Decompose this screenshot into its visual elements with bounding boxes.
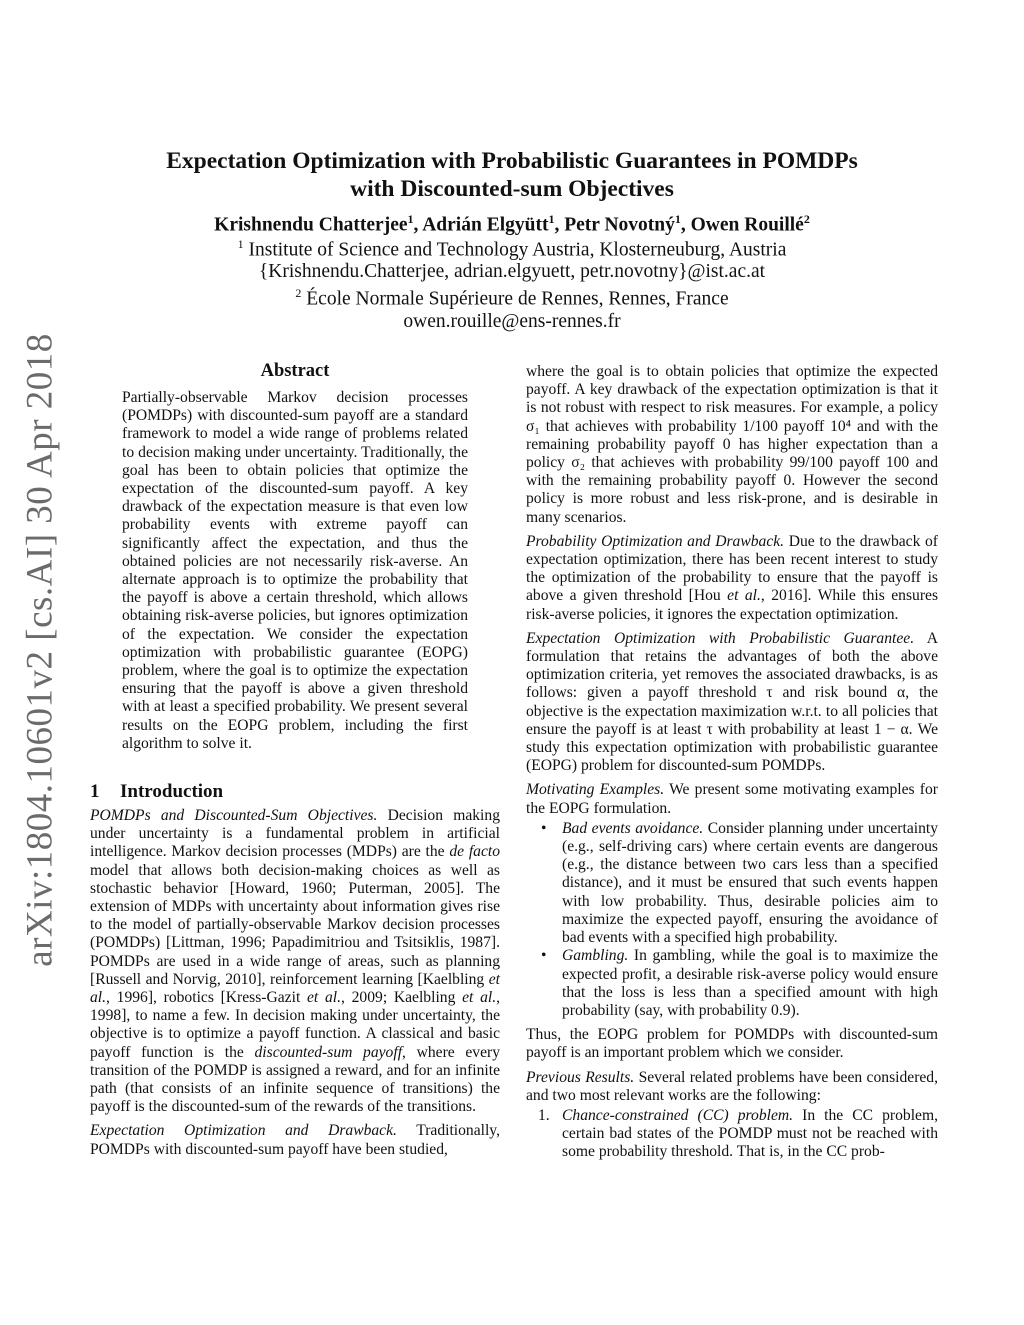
author-list: [60, 212, 964, 237]
arxiv-identifier: [14, 333, 66, 967]
examples-bullet-list: [526, 820, 938, 1020]
author-affil-mark: 1: [407, 212, 414, 226]
paragraph-summary: Thus, the EOPG problem for POMDPs with discounted-sum payoff is an important problem which we consider.: [526, 1026, 938, 1062]
paragraph-motivating-examples: [526, 781, 938, 817]
paragraph-text: Several related problems have been considered, and two most relevant works are the following:: [526, 1068, 938, 1104]
previous-results-list: [526, 1107, 938, 1162]
paper-title-line-1: Expectation Optimization with Probabilistic Guarantees in POMDPs: [166, 148, 858, 174]
paragraph-text: Due to the drawback of expectation optimization, there has been recent interest to study the optimization of the probability to ensure that the payoff is above a given threshold [Hou: [526, 532, 939, 605]
affiliation-1-email: {Krishnendu.Chatterjee, adrian.elgyuett, petr.novotny}@ist.ac.at: [258, 261, 766, 282]
abstract-text: Partially-observable Markov decision processes (POMDPs) with discounted-sum payoff are a standard framework to model a wide range of problems related to decision making under uncertainty. Traditionally, the goal has been to obtain policies that optimize the expectation of the discounted-sum payoff. A key drawback of the expectation measure is that even low probability events with extreme payoff can significantly affect the expectation, and thus the obtained policies are not necessarily risk-averse. An alternate approach is to optimize the probability that the payoff is above a certain threshold, which allows obtaining risk-averse policies, but ignores optimization of the expectation. We consider the expectation optimization with probabilistic guarantee (EOPG) problem, where the goal is to optimize the expectation ensuring that the payoff is above a given threshold with at least a specified probability. We present several results on the EOPG problem, including the first algorithm to solve it.: [122, 389, 468, 752]
paragraph-lead: Motivating Examples.: [526, 781, 665, 799]
author-affil-mark: 1: [674, 212, 681, 226]
paragraph-lead: Previous Results.: [526, 1068, 635, 1086]
author-separator: ,: [680, 214, 691, 236]
author-name: Owen Rouillé: [690, 214, 804, 236]
paragraph-text: A formulation that retains the advantages of both the above optimization criteria, yet removes the associated drawbacks, is as follows: given a payoff threshold τ and risk bound α, the objective is the expectation maximization w.r.t. to all policies that ensure the payoff is at least τ with probability at least 1 − α. We study this expectation optimization with probabilistic guarantee (EOPG) problem for discounted-sum POMDPs.: [526, 629, 938, 775]
affiliation-text: École Normale Supérieure de Rennes, Rennes, France: [306, 288, 729, 310]
paper-title: [60, 147, 964, 203]
affiliation-mark: 1: [237, 237, 244, 251]
list-item-lead: Gambling.: [562, 947, 629, 965]
list-item: [526, 820, 938, 947]
paragraph-lead: Expectation Optimization with Probabilistic Guarantee.: [526, 629, 915, 647]
list-item-text: In the CC problem, certain bad states of the POMDP must not be reached with some probability threshold. That is, in the CC prob-: [562, 1106, 938, 1161]
affiliation-2: [60, 286, 964, 311]
paragraph-expectation-drawback: [90, 1122, 500, 1158]
section-number: 1: [90, 781, 100, 802]
paragraph-text: We present some motivating examples for the EOPG formulation.: [526, 781, 938, 817]
abstract-heading: Abstract: [260, 361, 330, 381]
paragraph-lead: Expectation Optimization and Drawback.: [90, 1122, 397, 1140]
author-separator: ,: [413, 214, 423, 236]
paragraph-lead: POMDPs and Discounted-Sum Objectives.: [90, 807, 378, 824]
emphasis-text: discounted-sum payoff: [254, 1043, 403, 1061]
paragraph-eopg: [526, 630, 938, 776]
paragraph-text: , 2009; Kaelbling: [341, 989, 463, 1007]
paragraph-previous-results: [526, 1069, 938, 1105]
citation-etal: et al.: [307, 989, 342, 1007]
author-name: Petr Novotný: [564, 214, 675, 236]
citation-etal: et al.: [462, 989, 497, 1007]
section-title: Introduction: [120, 781, 224, 802]
introduction-left-column: [90, 807, 500, 1165]
list-item: [526, 947, 938, 1020]
paper-title-line-2: with Discounted-sum Objectives: [350, 176, 674, 202]
right-column: [526, 363, 938, 1162]
author-name: Krishnendu Chatterjee: [214, 214, 408, 236]
author-affil-mark: 2: [803, 212, 810, 226]
list-item: [526, 1107, 938, 1162]
author-name: Adrián Elgyütt: [422, 214, 549, 236]
affiliation-2-email: owen.rouille@ens-rennes.fr: [403, 311, 621, 332]
affiliation-1: [60, 237, 964, 262]
paragraph-text: , where every transition of the POMDP is assigned a reward, and for an infinite path (that consists of an infinite sequence of transitions) the payoff is the discounted-sum of the rewards of the transitions.: [90, 1043, 500, 1116]
emphasis-text: de facto: [449, 843, 501, 861]
author-affil-mark: 1: [548, 212, 555, 226]
paragraph-continued: where the goal is to obtain policies that optimize the expected payoff. A key drawback of the expectation optimization is that it is not robust with respect to risk measures. For example, a policy σ₁ that achieves with probability 1/100 payoff 10⁴ and with the remaining probability payoff 0 has higher expectation than a policy σ₂ that achieves with probability 99/100 payoff 100 and with the remaining probability payoff 0. However the second policy is more robust and less risk-prone, and is desirable in many scenarios.: [526, 363, 938, 526]
author-separator: ,: [554, 214, 565, 236]
list-item-text: In gambling, while the goal is to maximize the expected profit, a desirable risk-averse policy would ensure that the loss is less than a specified amount with high probability (say, with probability 0.9).: [562, 947, 938, 1019]
list-item-number: 1.: [538, 1106, 550, 1124]
paragraph-text: , 2016]. While this ensures risk-averse policies, it ignores the expectation optimization.: [526, 587, 939, 623]
paragraph-text: , 1996], robotics [Kress-Gazit: [106, 989, 307, 1007]
list-item-lead: Chance-constrained (CC) problem.: [562, 1106, 794, 1124]
paragraph-text: , 1998], to name a few. In decision making under uncertainty, the objective is to optimize a payoff function. A classical and basic payoff function is the: [90, 989, 501, 1061]
paragraph-pomdps: [90, 807, 500, 1116]
citation-etal: et al.: [90, 970, 500, 1007]
paragraph-lead: Probability Optimization and Drawback.: [526, 532, 785, 550]
list-item-lead: Bad events avoidance.: [562, 819, 704, 837]
citation-etal: et al.: [727, 587, 761, 605]
paragraph-text: model that allows both decision-making choices as well as stochastic behavior [Howard, 1960; Puterman, 2005]. The extension of MDPs with uncertainty about information gives rise to the model of partially-observable Markov decision processes (POMDPs) [Littman, 1996; Papadimitriou and Tsitsiklis, 1987]. POMDPs are used in a wide range of areas, such as planning [Russell and Norvig, 2010], reinforcement learning [Kaelbling: [90, 861, 500, 988]
paragraph-probability-optimization: [526, 533, 938, 624]
section-heading-introduction: [90, 781, 223, 803]
arxiv-identifier-text: arXiv:1804.10601v2 [cs.AI] 30 Apr 2018: [19, 333, 61, 967]
paragraph-text: Decision making under uncertainty is a fundamental problem in artificial intelligence. Markov decision processes (MDPs) are the: [90, 807, 500, 861]
list-item-text: Consider planning under uncertainty (e.g., self-driving cars) where certain events are dangerous (e.g., the distance between two cars less than a specified distance), and it must be ensured that such events happen with low probability. Thus, desirable policies aim to maximize the expected payoff, ensuring the avoidance of bad events with a specified high probability.: [562, 819, 938, 947]
paragraph-text: Traditionally, POMDPs with discounted-sum payoff have been studied,: [90, 1122, 500, 1158]
affiliation-mark: 2: [295, 286, 302, 300]
affiliation-text: Institute of Science and Technology Austria, Klosterneuburg, Austria: [248, 239, 787, 261]
